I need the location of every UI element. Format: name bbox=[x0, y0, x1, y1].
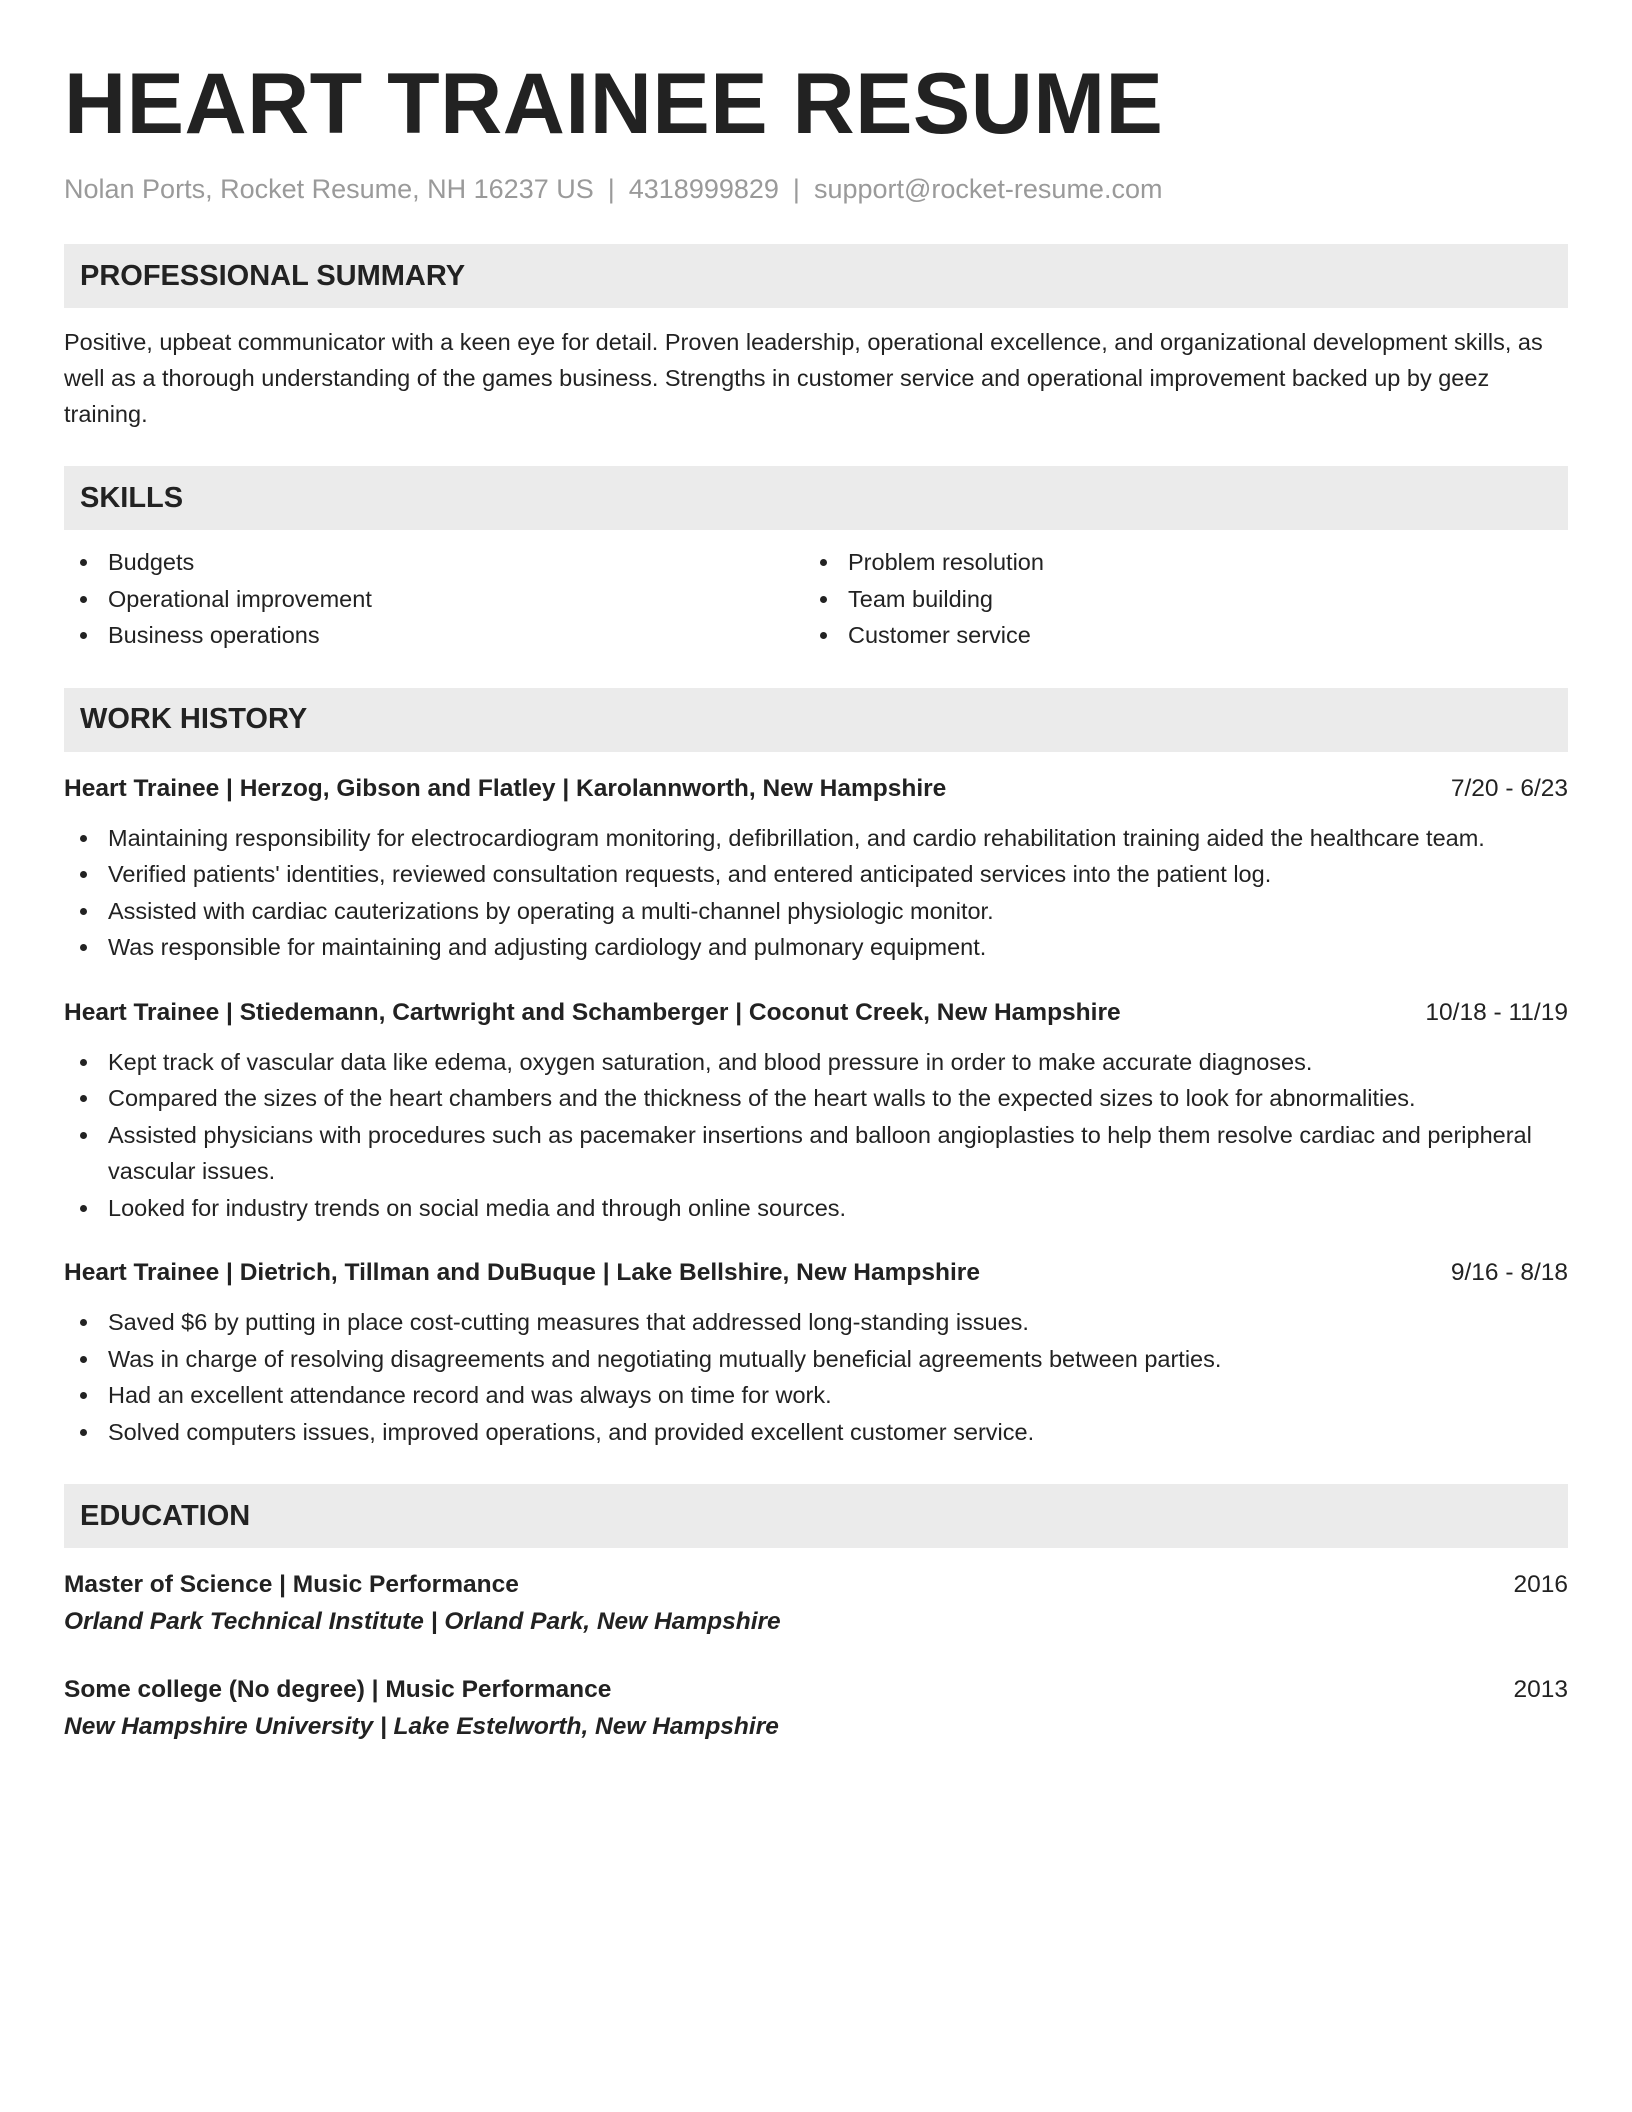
job-title: Heart Trainee | Herzog, Gibson and Flatley | Karolannworth, New Hampshire bbox=[64, 774, 947, 802]
contact-line bbox=[64, 172, 1568, 206]
skill-item: Operational improvement bbox=[64, 581, 804, 618]
resume-title: HEART TRAINEE RESUME bbox=[64, 56, 1164, 152]
skills-list bbox=[64, 544, 1568, 654]
education-degree: Master of Science | Music Performance bbox=[64, 1571, 519, 1598]
skill-item: Business operations bbox=[64, 617, 804, 654]
job-dates: 7/20 - 6/23 bbox=[1450, 774, 1568, 802]
education-year: 2013 bbox=[1513, 1676, 1568, 1703]
work-history-heading: WORK HISTORY bbox=[64, 688, 1568, 752]
job-bullet: Had an excellent attendance record and was always on time for work. bbox=[64, 1377, 1568, 1414]
education-year: 2016 bbox=[1513, 1571, 1568, 1598]
contact-address: Nolan Ports, Rocket Resume, NH 16237 US bbox=[64, 174, 594, 204]
skill-item: Customer service bbox=[804, 617, 1568, 654]
job-bullets bbox=[64, 1044, 1568, 1227]
education-school: Orland Park Technical Institute | Orland Park, New Hampshire bbox=[64, 1608, 781, 1635]
summary-text: Positive, upbeat communicator with a keen eye for detail. Proven leadership, operational excellence, and organizational development skills, as well as a thorough understanding of the games business. Strengths in customer service and operational improvement backed up by geez training. bbox=[64, 329, 1543, 427]
job-dates: 10/18 - 11/19 bbox=[1425, 998, 1568, 1026]
skills-column-right bbox=[804, 544, 1568, 654]
skill-item: Budgets bbox=[64, 544, 804, 581]
education-header bbox=[64, 1568, 1568, 1602]
job-entry bbox=[64, 1256, 1568, 1450]
job-header bbox=[64, 1256, 1568, 1290]
job-bullet: Saved $6 by putting in place cost-cutting measures that addressed long-standing issues. bbox=[64, 1304, 1568, 1341]
summary-heading: PROFESSIONAL SUMMARY bbox=[64, 244, 1568, 308]
contact-email: support@rocket-resume.com bbox=[813, 174, 1163, 204]
skill-item: Problem resolution bbox=[804, 544, 1568, 581]
education-entry bbox=[64, 1673, 1568, 1744]
contact-separator: | bbox=[792, 174, 800, 204]
job-bullet: Was in charge of resolving disagreements and negotiating mutually beneficial agreements between parties. bbox=[64, 1341, 1568, 1378]
contact-phone: 4318999829 bbox=[628, 174, 779, 204]
job-bullet: Looked for industry trends on social media and through online sources. bbox=[64, 1190, 1568, 1227]
job-bullet: Compared the sizes of the heart chambers and the thickness of the heart walls to the expected sizes to look for abnormalities. bbox=[64, 1080, 1568, 1117]
contact-separator: | bbox=[607, 174, 615, 204]
job-bullets bbox=[64, 1304, 1568, 1450]
job-entry bbox=[64, 772, 1568, 966]
education-school: New Hampshire University | Lake Estelworth, New Hampshire bbox=[64, 1713, 779, 1740]
skills-column-left bbox=[64, 544, 804, 654]
education-heading: EDUCATION bbox=[64, 1484, 1568, 1548]
skill-item: Team building bbox=[804, 581, 1568, 618]
job-bullet: Was responsible for maintaining and adjusting cardiology and pulmonary equipment. bbox=[64, 929, 1568, 966]
job-header bbox=[64, 772, 1568, 806]
job-bullet: Kept track of vascular data like edema, oxygen saturation, and blood pressure in order to make accurate diagnoses. bbox=[64, 1044, 1568, 1081]
job-title: Heart Trainee | Dietrich, Tillman and DuBuque | Lake Bellshire, New Hampshire bbox=[64, 1259, 980, 1286]
job-entry bbox=[64, 996, 1568, 1227]
job-header bbox=[64, 996, 1568, 1030]
education-header bbox=[64, 1673, 1568, 1707]
job-bullet: Maintaining responsibility for electrocardiogram monitoring, defibrillation, and cardio rehabilitation training aided the healthcare team. bbox=[64, 820, 1568, 857]
job-bullet: Verified patients' identities, reviewed consultation requests, and entered anticipated services into the patient log. bbox=[64, 856, 1568, 893]
skills-heading: SKILLS bbox=[64, 466, 1568, 530]
job-bullets bbox=[64, 820, 1568, 966]
job-dates: 9/16 - 8/18 bbox=[1450, 1259, 1568, 1286]
education-entry bbox=[64, 1568, 1568, 1639]
job-bullet: Assisted physicians with procedures such as pacemaker insertions and balloon angioplasties to help them resolve cardiac and peripheral vascular issues. bbox=[64, 1117, 1568, 1190]
education-degree: Some college (No degree) | Music Performance bbox=[64, 1676, 612, 1703]
job-title: Heart Trainee | Stiedemann, Cartwright and Schamberger | Coconut Creek, New Hampshire bbox=[64, 998, 1121, 1026]
job-bullet: Assisted with cardiac cauterizations by operating a multi-channel physiologic monitor. bbox=[64, 893, 1568, 930]
job-bullet: Solved computers issues, improved operations, and provided excellent customer service. bbox=[64, 1414, 1568, 1451]
